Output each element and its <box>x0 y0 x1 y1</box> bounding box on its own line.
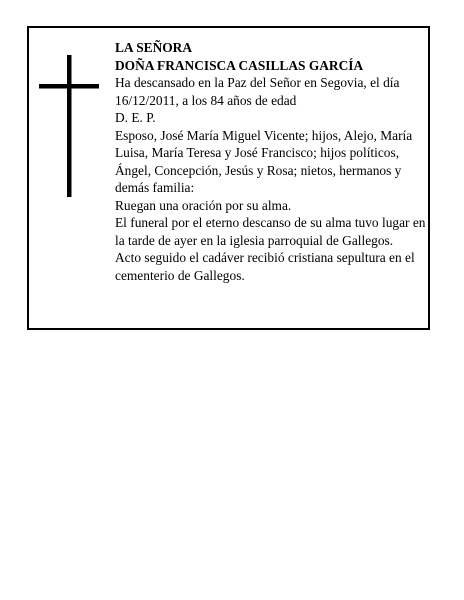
cross-icon <box>39 55 99 197</box>
notice-title-line1: LA SEÑORA <box>115 40 193 55</box>
notice-title-line2: DOÑA FRANCISCA CASILLAS GARCÍA <box>115 57 364 73</box>
family-list: Esposo, José María Miguel Vicente; hijos, Alejo, María Luisa, María Teresa y José Francisco; hijos políticos, Ángel, Concepción, Jesús y Rosa; nietos, hermanos y demás familia: <box>115 127 413 195</box>
prayer-request: Ruegan una oración por su alma. <box>115 197 292 213</box>
death-announcement: Ha descansado en la Paz del Señor en Segovia, el día 16/12/2011, a los 84 años de edad <box>115 75 400 108</box>
burial-info: Acto seguido el cadáver recibió cristiana sepultura en el cementerio de Gallegos. <box>115 250 415 283</box>
rest-in-peace: D. E. P. <box>115 110 156 125</box>
funeral-info: El funeral por el eterno descanso de su alma tuvo lugar en la tarde de ayer en la iglesia parroquial de Gallegos. <box>115 215 426 248</box>
obituary-notice <box>27 26 430 330</box>
notice-text <box>115 39 427 284</box>
